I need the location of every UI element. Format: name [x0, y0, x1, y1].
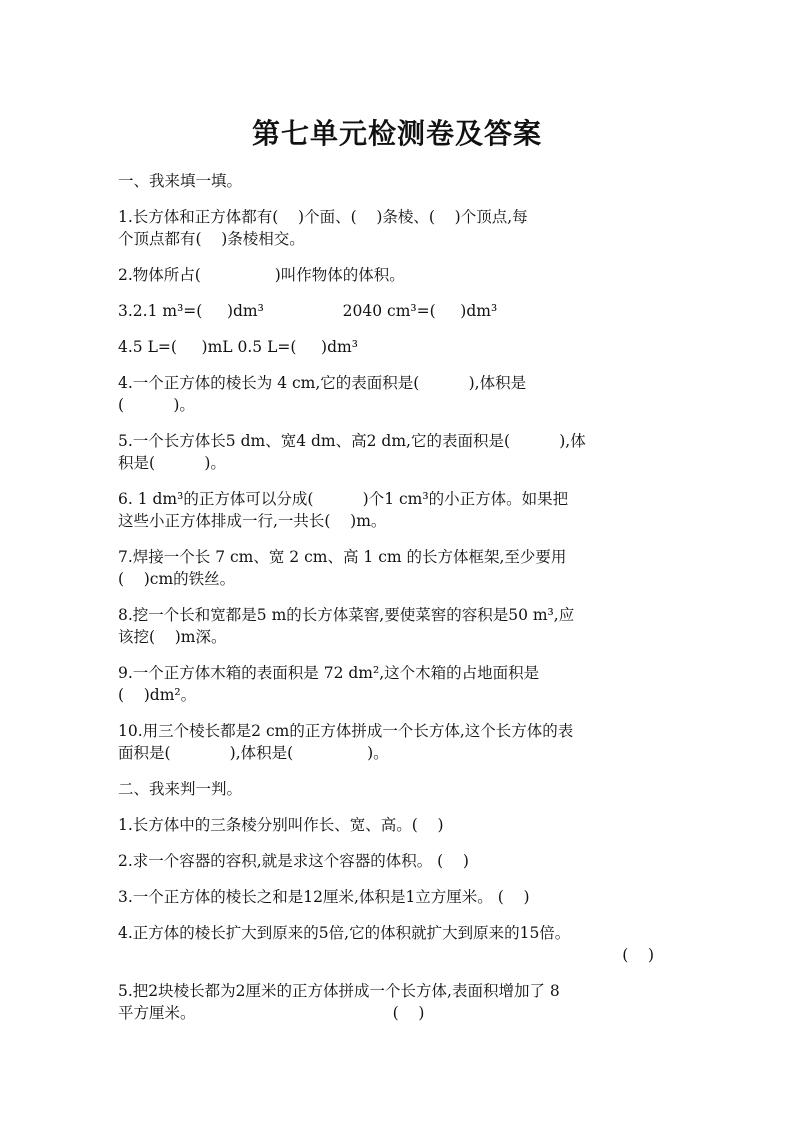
- question-1-3: [118, 300, 684, 322]
- question-text: 10.用三个棱长都是2 cm的正方体拼成一个长方体,这个长方体的表: [118, 722, 574, 740]
- question-text: 3.2.1 m³=( )dm³ 2040 cm³=( )dm³: [118, 302, 498, 320]
- question-text: 2.物体所占( )叫作物体的体积。: [118, 266, 405, 284]
- question-2-4: [118, 922, 684, 966]
- question-text: 这些小正方体排成一行,一共长( )m。: [118, 512, 387, 530]
- question-2-5: [118, 980, 684, 1024]
- question-text: 7.焊接一个长 7 cm、宽 2 cm、高 1 cm 的长方体框架,至少要用: [118, 548, 567, 566]
- worksheet-content: [118, 170, 684, 1038]
- question-text: 个顶点都有( )条棱相交。: [118, 230, 305, 248]
- question-1-1: [118, 206, 684, 250]
- question-text: 该挖( )m深。: [118, 628, 227, 646]
- question-text: 4.正方体的棱长扩大到原来的5倍,它的体积就扩大到原来的15倍。: [118, 924, 571, 942]
- question-text: 9.一个正方体木箱的表面积是 72 dm²,这个木箱的占地面积是: [118, 664, 540, 682]
- question-1-6: [118, 488, 684, 532]
- question-text: 6. 1 dm³的正方体可以分成( )个1 cm³的小正方体。如果把: [118, 490, 569, 508]
- question-2-3: [118, 886, 684, 908]
- question-2-1: [118, 814, 684, 836]
- question-text: 面积是( ),体积是( )。: [118, 744, 389, 762]
- question-1-4b: [118, 372, 684, 416]
- question-text: 5.把2块棱长都为2厘米的正方体拼成一个长方体,表面积增加了 8: [118, 982, 560, 1000]
- answer-blank: ( ): [622, 946, 654, 964]
- question-1-2: [118, 264, 684, 286]
- question-1-9: [118, 662, 684, 706]
- section-heading-fill: 一、我来填一填。: [118, 172, 243, 190]
- section-heading-judge: 二、我来判一判。: [118, 780, 243, 798]
- question-1-10: [118, 720, 684, 764]
- question-text: ( )dm²。: [118, 686, 197, 704]
- question-text: 积是( )。: [118, 454, 226, 472]
- question-text: 8.挖一个长和宽都是5 m的长方体菜窖,要使菜窖的容积是50 m³,应: [118, 606, 575, 624]
- question-text: 4.一个正方体的棱长为 4 cm,它的表面积是( ),体积是: [118, 374, 527, 392]
- question-2-2: [118, 850, 684, 872]
- question-text: 3.一个正方体的棱长之和是12厘米,体积是1立方厘米。 ( ): [118, 888, 530, 906]
- question-text: 4.5 L=( )mL 0.5 L=( )dm³: [118, 338, 358, 356]
- question-text: ( )cm的铁丝。: [118, 570, 236, 588]
- question-text: 1.长方体中的三条棱分别叫作长、宽、高。( ): [118, 816, 444, 834]
- question-text: ( )。: [118, 396, 195, 414]
- question-1-7: [118, 546, 684, 590]
- question-1-8: [118, 604, 684, 648]
- question-1-4a: [118, 336, 684, 358]
- question-text: 1.长方体和正方体都有( )个面、( )条棱、( )个顶点,每: [118, 208, 528, 226]
- question-text: 平方厘米。 ( ): [118, 1004, 425, 1022]
- question-1-5: [118, 430, 684, 474]
- question-text: 2.求一个容器的容积,就是求这个容器的体积。 ( ): [118, 852, 469, 870]
- page-title: 第七单元检测卷及答案: [251, 117, 542, 150]
- question-text: 5.一个长方体长5 dm、宽4 dm、高2 dm,它的表面积是( ),体: [118, 432, 586, 450]
